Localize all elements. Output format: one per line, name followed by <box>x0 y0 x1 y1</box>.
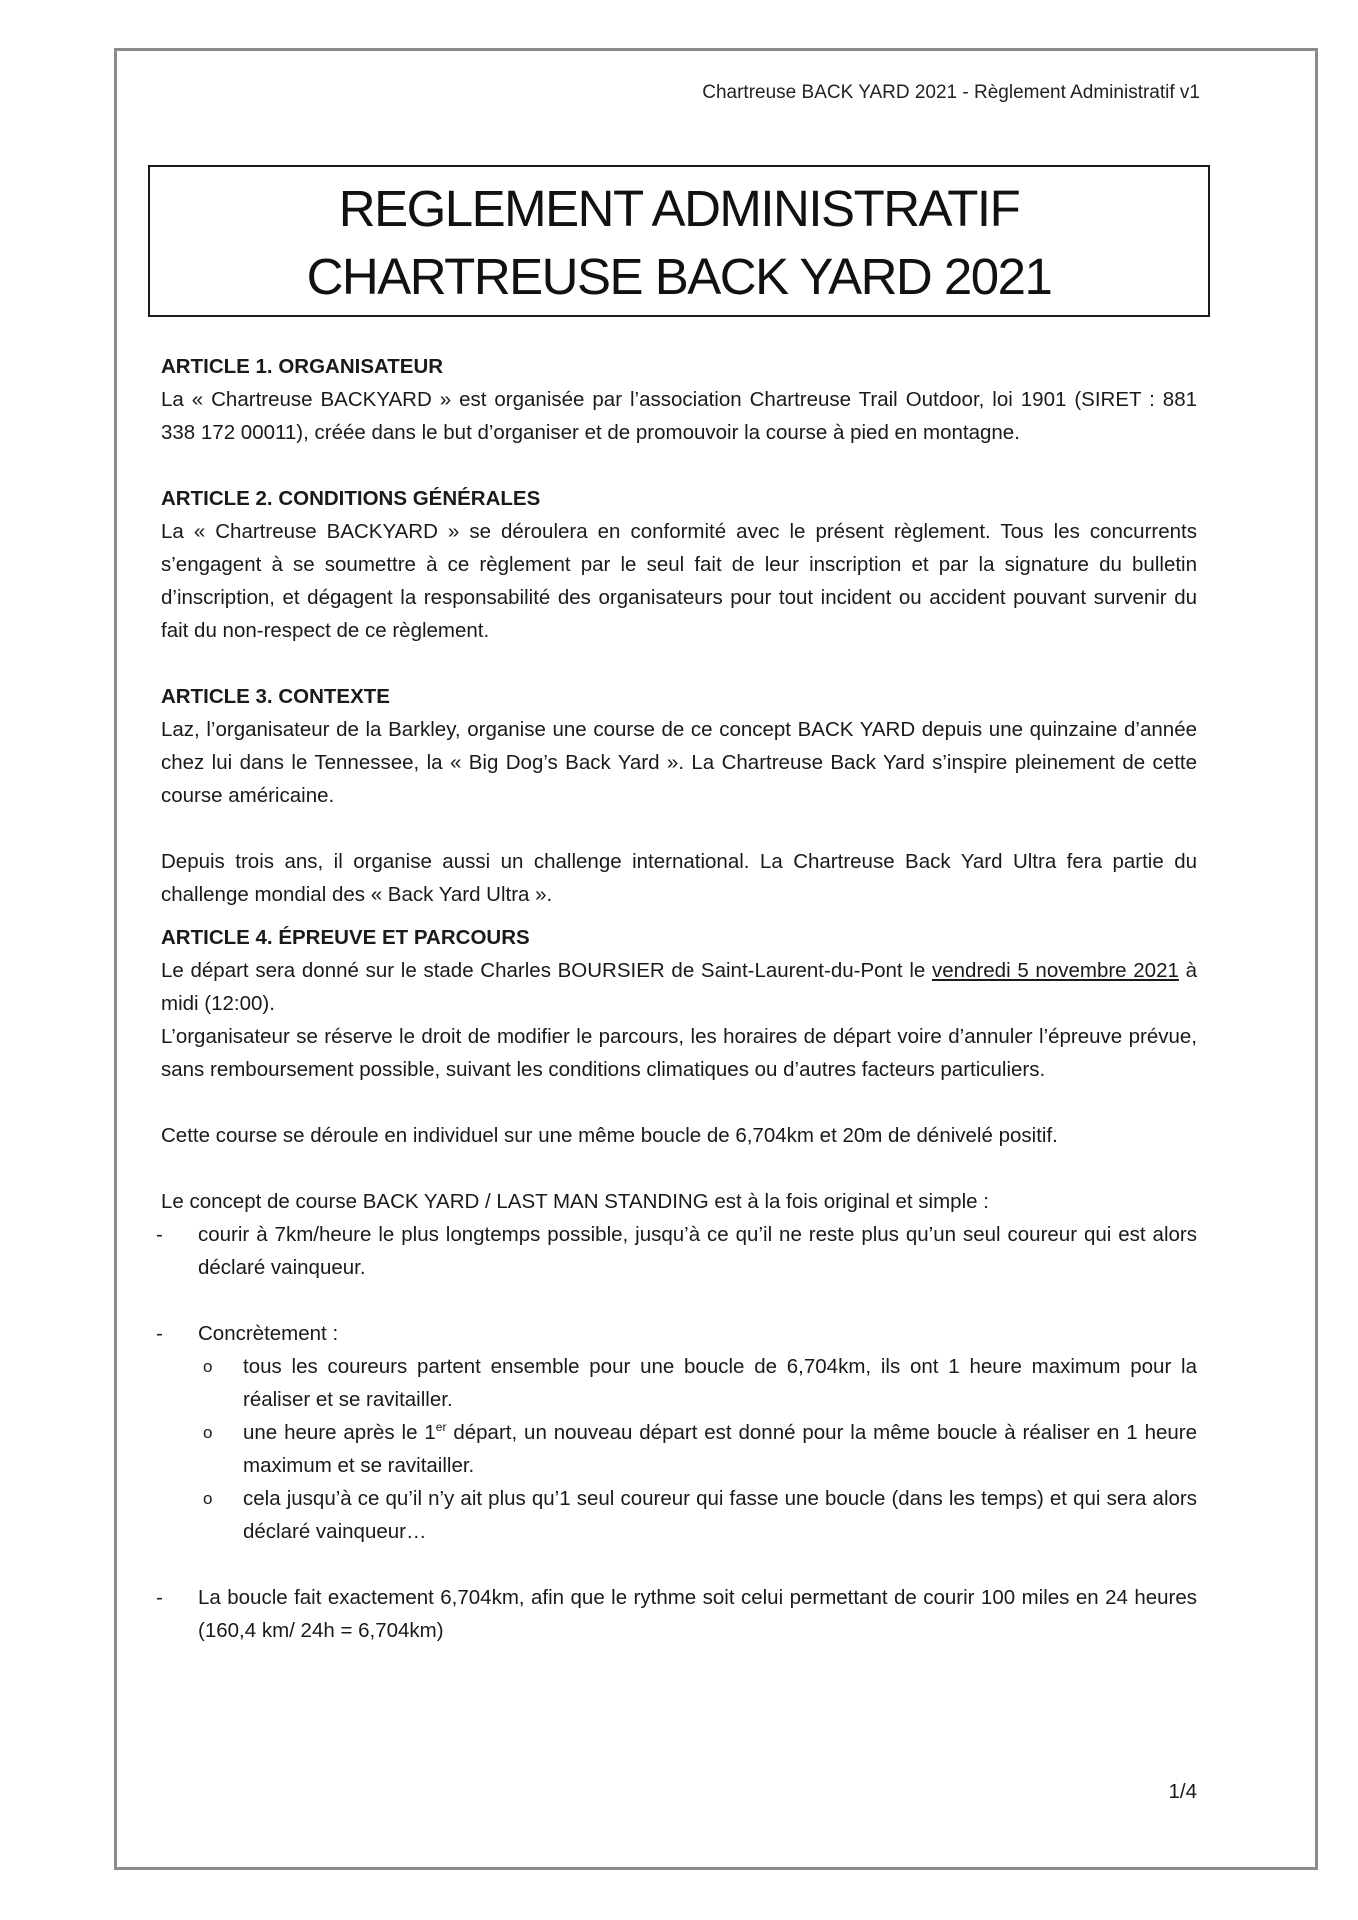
title-line-2: CHARTREUSE BACK YARD 2021 <box>306 248 1052 305</box>
article-1-text: La « Chartreuse BACKYARD » est organisée par l’association Chartreuse Trail Outdoor, loi 1901 (SIRET : 881 338 172 00011), créée dans le but d’organiser et de promouvoir la course à pied en montagne. <box>161 388 1197 444</box>
dash-marker: - <box>156 1223 163 1246</box>
title-box <box>148 165 1210 317</box>
circle-bullet: o <box>203 1489 213 1508</box>
page-number: 1/4 <box>1168 1780 1197 1803</box>
sub-list-item: o cela jusqu’à ce qu’il n’y ait plus qu’1 seul coureur qui fasse une boucle (dans les temps) et qui sera alors déclaré vainqueur… <box>161 1482 1197 1548</box>
circle-bullet: o <box>203 1357 213 1376</box>
article-3-text-1: Laz, l’organisateur de la Barkley, organise une course de ce concept BACK YARD depuis une quinzaine d’année chez lui dans le Tennessee, la « Big Dog’s Back Yard ». La Chartreuse Back Yard s’inspire pleinement de cette course américaine. <box>161 718 1197 807</box>
article-1-heading: ARTICLE 1. ORGANISATEUR <box>161 355 444 378</box>
article-2-heading: ARTICLE 2. CONDITIONS GÉNÉRALES <box>161 487 541 510</box>
sub-list-item: o tous les coureurs partent ensemble pour une boucle de 6,704km, ils ont 1 heure maximum pour la réaliser et se ravitailler. <box>161 1350 1197 1416</box>
list-item: - La boucle fait exactement 6,704km, afin que le rythme soit celui permettant de courir 100 miles en 24 heures (160,4 km/ 24h = 6,704km) <box>161 1581 1197 1647</box>
start-date: vendredi 5 novembre 2021 <box>931 959 1179 982</box>
article-3-heading: ARTICLE 3. CONTEXTE <box>161 685 390 708</box>
article-4-start: Le départ sera donné sur le stade Charles BOURSIER de Saint-Laurent-du-Pont le vendredi 5 novembre 2021 à midi (12:00). <box>161 959 1197 1015</box>
article-4-concept: Le concept de course BACK YARD / LAST MAN STANDING est à la fois original et simple : <box>161 1190 989 1213</box>
article-4-loop: Cette course se déroule en individuel sur une même boucle de 6,704km et 20m de dénivelé positif. <box>161 1124 1058 1147</box>
dash-marker: - <box>156 1586 163 1609</box>
running-header: Chartreuse BACK YARD 2021 - Règlement Administratif v1 <box>702 82 1200 103</box>
article-3-text-2: Depuis trois ans, il organise aussi un challenge international. La Chartreuse Back Yard Ultra fera partie du challenge mondial des « Back Yard Ultra ». <box>161 850 1197 906</box>
circle-bullet: o <box>203 1423 213 1442</box>
article-2-text: La « Chartreuse BACKYARD » se déroulera en conformité avec le présent règlement. Tous les concurrents s’engagent à se soumettre à ce règlement par le seul fait de leur inscription et par la signature du bulletin d’inscription, et dégagent la responsabilité des organisateurs pour tout incident ou accident pouvant survenir du fait du non-respect de ce règlement. <box>161 520 1197 642</box>
document-body <box>156 350 1198 1647</box>
list-item: - Concrètement : <box>161 1317 1197 1350</box>
article-4-reserve: L’organisateur se réserve le droit de modifier le parcours, les horaires de départ voire d’annuler l’épreuve prévue, sans remboursement possible, suivant les conditions climatiques ou d’autres facteurs particuliers. <box>161 1025 1197 1081</box>
sub-list-item: o une heure après le 1er départ, un nouveau départ est donné pour la même boucle à réaliser en 1 heure maximum et se ravitailler. <box>161 1416 1197 1482</box>
title-line-1: REGLEMENT ADMINISTRATIF <box>338 180 1020 237</box>
dash-marker: - <box>156 1322 163 1345</box>
article-4-heading: ARTICLE 4. ÉPREUVE ET PARCOURS <box>161 926 530 949</box>
list-item: - courir à 7km/heure le plus longtemps possible, jusqu’à ce qu’il ne reste plus qu’un seul coureur qui est alors déclaré vainqueur. <box>161 1218 1197 1284</box>
